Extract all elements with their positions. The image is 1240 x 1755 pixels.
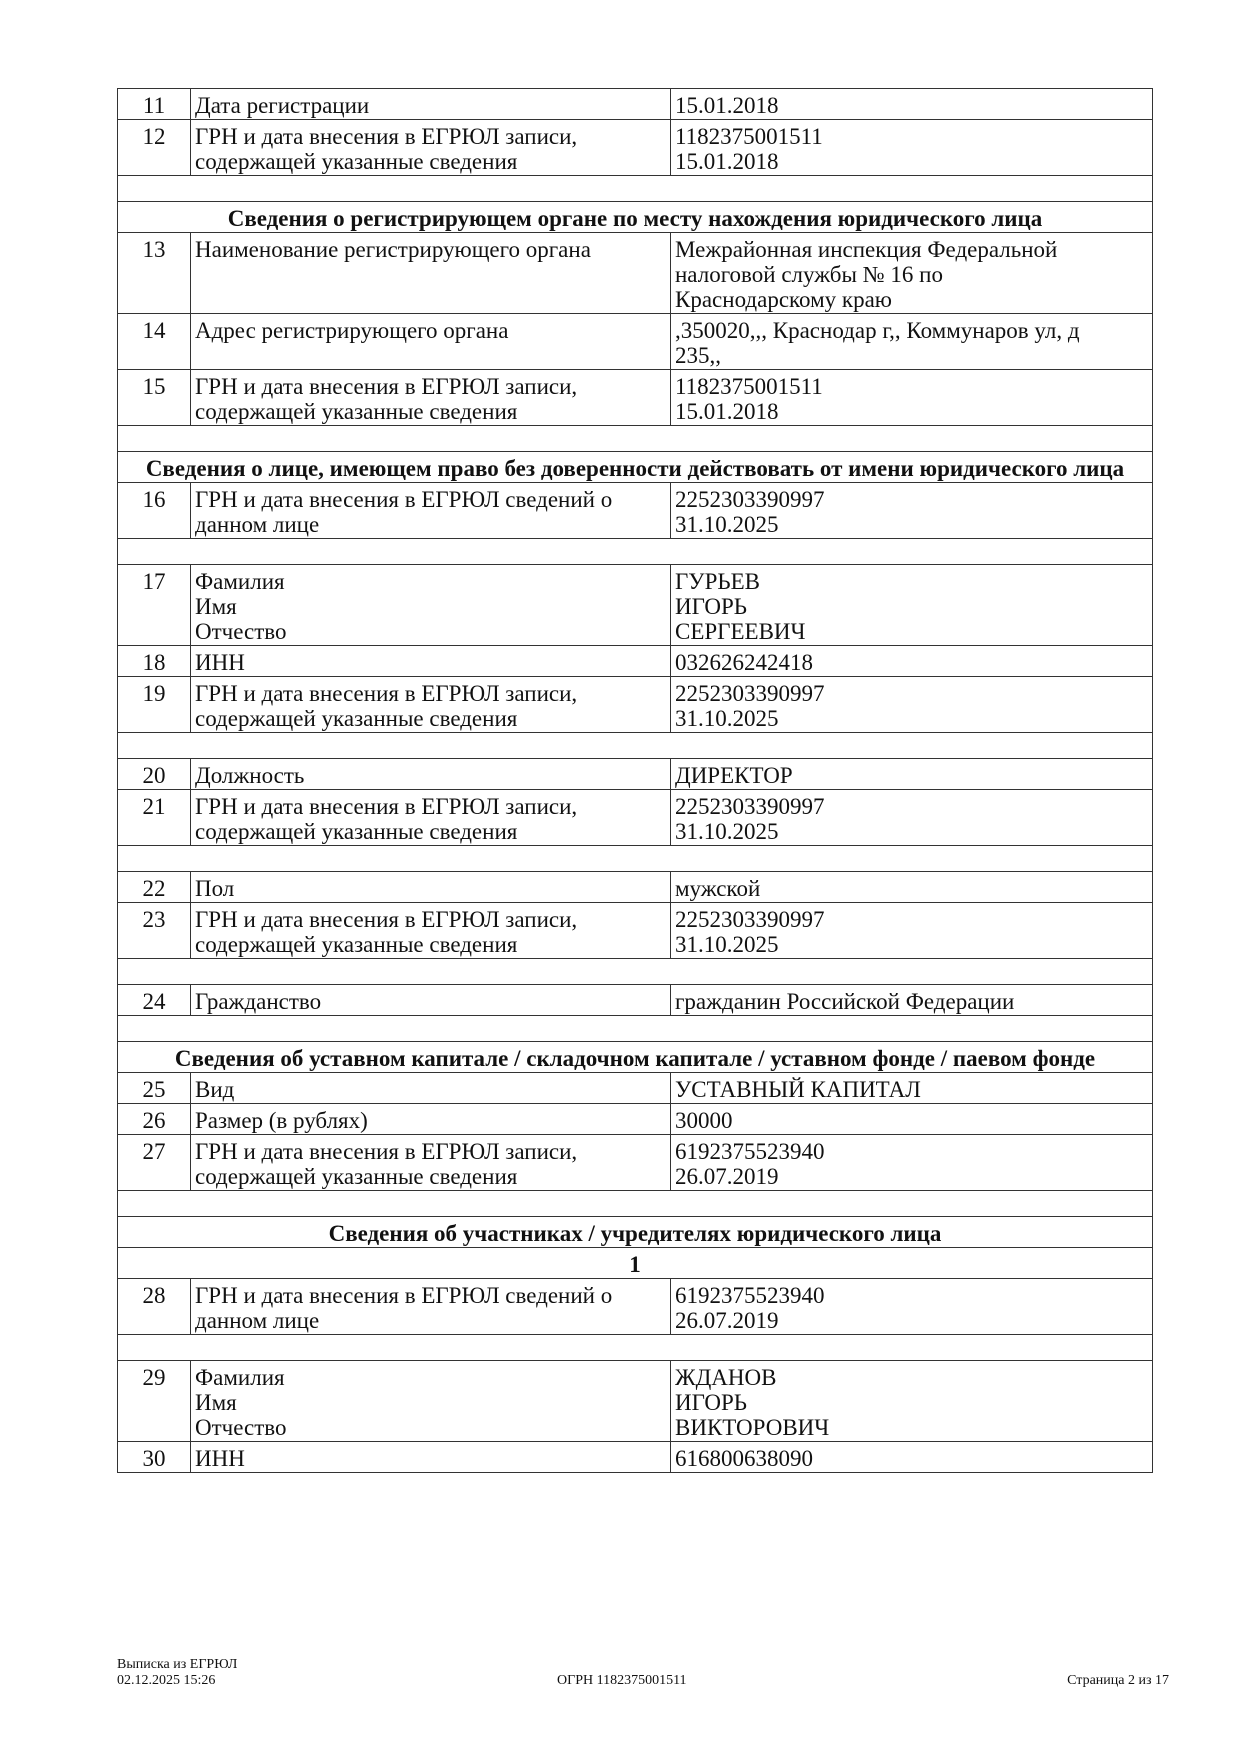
field-label — [191, 483, 671, 539]
footer-left — [117, 1657, 237, 1689]
table-row — [118, 565, 1153, 646]
field-value-line: 2252303390997 — [675, 907, 825, 932]
table-row — [118, 370, 1153, 426]
field-value — [671, 790, 1153, 846]
field-value-line: СЕРГЕЕВИЧ — [675, 619, 806, 644]
field-label — [191, 565, 671, 646]
field-value — [671, 1135, 1153, 1191]
field-label-line: ГРН и дата внесения в ЕГРЮЛ записи, — [195, 374, 578, 399]
table-row — [118, 120, 1153, 176]
table-row — [118, 1073, 1153, 1104]
table-row — [118, 759, 1153, 790]
row-number: 15 — [118, 370, 191, 426]
table-row — [118, 646, 1153, 677]
row-number: 28 — [118, 1279, 191, 1335]
field-label-line: содержащей указанные сведения — [195, 149, 518, 174]
field-value-line: 15.01.2018 — [675, 149, 779, 174]
spacer-row — [118, 733, 1153, 759]
field-label — [191, 759, 671, 790]
field-value — [671, 89, 1153, 120]
field-value — [671, 677, 1153, 733]
row-number: 20 — [118, 759, 191, 790]
table-row — [118, 1135, 1153, 1191]
section-header-row — [118, 1248, 1153, 1279]
table-row — [118, 1104, 1153, 1135]
spacer-cell — [118, 176, 1153, 202]
field-label — [191, 1135, 671, 1191]
field-label — [191, 903, 671, 959]
field-label-line: ГРН и дата внесения в ЕГРЮЛ записи, — [195, 681, 578, 706]
field-label — [191, 1073, 671, 1104]
field-value-line: Межрайонная инспекция Федеральной — [675, 237, 1058, 262]
row-number: 29 — [118, 1361, 191, 1442]
table-row — [118, 1361, 1153, 1442]
field-label-line: Адрес регистрирующего органа — [195, 318, 509, 343]
row-number: 12 — [118, 120, 191, 176]
field-label-line: Дата регистрации — [195, 93, 370, 118]
footer-page-number: Страница 2 из 17 — [1067, 1673, 1169, 1688]
page-footer — [117, 1657, 1169, 1697]
row-number: 21 — [118, 790, 191, 846]
field-value-line: ЖДАНОВ — [675, 1365, 777, 1390]
field-value-line: 31.10.2025 — [675, 512, 779, 537]
field-label-line: содержащей указанные сведения — [195, 1164, 518, 1189]
spacer-row — [118, 426, 1153, 452]
spacer-row — [118, 539, 1153, 565]
field-label-line: Фамилия — [195, 1365, 285, 1390]
spacer-row — [118, 846, 1153, 872]
section-header-row — [118, 452, 1153, 483]
field-label-line: ГРН и дата внесения в ЕГРЮЛ записи, — [195, 124, 578, 149]
field-value — [671, 1361, 1153, 1442]
table-row — [118, 872, 1153, 903]
row-number: 25 — [118, 1073, 191, 1104]
field-label-line: ГРН и дата внесения в ЕГРЮЛ записи, — [195, 1139, 578, 1164]
field-value — [671, 120, 1153, 176]
field-value-line: гражданин Российской Федерации — [675, 989, 1015, 1014]
field-value — [671, 646, 1153, 677]
field-label-line: содержащей указанные сведения — [195, 399, 518, 424]
field-label-line: ИНН — [195, 1446, 245, 1471]
table-row — [118, 677, 1153, 733]
row-number: 16 — [118, 483, 191, 539]
section-header-row — [118, 1042, 1153, 1073]
table-row — [118, 903, 1153, 959]
field-label-line: Отчество — [195, 1415, 287, 1440]
field-label-line: Вид — [195, 1077, 235, 1102]
field-label-line: Наименование регистрирующего органа — [195, 237, 591, 262]
field-label — [191, 646, 671, 677]
field-label-line: данном лице — [195, 512, 320, 537]
spacer-row — [118, 1016, 1153, 1042]
row-number: 26 — [118, 1104, 191, 1135]
field-label — [191, 790, 671, 846]
spacer-row — [118, 1191, 1153, 1217]
field-label-line: ГРН и дата внесения в ЕГРЮЛ сведений о — [195, 487, 613, 512]
field-value-line: 6192375523940 — [675, 1283, 825, 1308]
section-header: Сведения о лице, имеющем право без доверенности действовать от имени юридического лица — [118, 452, 1153, 483]
table-row — [118, 1279, 1153, 1335]
spacer-cell — [118, 733, 1153, 759]
field-value-line: 26.07.2019 — [675, 1164, 779, 1189]
field-label — [191, 1279, 671, 1335]
spacer-cell — [118, 846, 1153, 872]
row-number: 23 — [118, 903, 191, 959]
footer-datetime: 02.12.2025 15:26 — [117, 1673, 216, 1688]
table-row — [118, 985, 1153, 1016]
table-row — [118, 790, 1153, 846]
spacer-cell — [118, 539, 1153, 565]
field-label-line: ГРН и дата внесения в ЕГРЮЛ сведений о — [195, 1283, 613, 1308]
field-value — [671, 1104, 1153, 1135]
field-value — [671, 314, 1153, 370]
table-row — [118, 483, 1153, 539]
field-value-line: 31.10.2025 — [675, 819, 779, 844]
field-value-line: 235,, — [675, 343, 721, 368]
field-value — [671, 1442, 1153, 1473]
field-value-line: Краснодарскому краю — [675, 287, 892, 312]
field-label-line: Фамилия — [195, 569, 285, 594]
spacer-cell — [118, 426, 1153, 452]
field-value — [671, 1279, 1153, 1335]
field-label — [191, 1442, 671, 1473]
field-label-line: содержащей указанные сведения — [195, 706, 518, 731]
field-label — [191, 872, 671, 903]
field-value-line: 616800638090 — [675, 1446, 813, 1471]
field-value-line: 15.01.2018 — [675, 399, 779, 424]
field-value-line: 1182375001511 — [675, 374, 823, 399]
egrul-table — [117, 88, 1153, 1473]
field-label-line: данном лице — [195, 1308, 320, 1333]
field-label-line: Пол — [195, 876, 235, 901]
field-label-line: содержащей указанные сведения — [195, 819, 518, 844]
table-row — [118, 1442, 1153, 1473]
section-header-row — [118, 1217, 1153, 1248]
table-row — [118, 314, 1153, 370]
field-value-line: ВИКТОРОВИЧ — [675, 1415, 830, 1440]
section-header: Сведения об участниках / учредителях юридического лица — [118, 1217, 1153, 1248]
row-number: 19 — [118, 677, 191, 733]
field-value-line: ,350020,,, Краснодар г,, Коммунаров ул, д — [675, 318, 1080, 343]
row-number: 22 — [118, 872, 191, 903]
field-value-line: 31.10.2025 — [675, 706, 779, 731]
field-value-line: 2252303390997 — [675, 794, 825, 819]
field-label-line: содержащей указанные сведения — [195, 932, 518, 957]
row-number: 14 — [118, 314, 191, 370]
field-label-line: ГРН и дата внесения в ЕГРЮЛ записи, — [195, 794, 578, 819]
field-label — [191, 120, 671, 176]
row-number: 18 — [118, 646, 191, 677]
field-value-line: 2252303390997 — [675, 487, 825, 512]
section-header: Сведения об уставном капитале / складочном капитале / уставном фонде / паевом фонде — [118, 1042, 1153, 1073]
field-label — [191, 1361, 671, 1442]
field-label-line: Отчество — [195, 619, 287, 644]
field-value-line: налоговой службы № 16 по — [675, 262, 943, 287]
row-number: 27 — [118, 1135, 191, 1191]
footer-doc-name: Выписка из ЕГРЮЛ — [117, 1657, 238, 1672]
row-number: 11 — [118, 89, 191, 120]
field-value — [671, 483, 1153, 539]
spacer-cell — [118, 1191, 1153, 1217]
field-value — [671, 872, 1153, 903]
field-label — [191, 985, 671, 1016]
field-value-line: 032626242418 — [675, 650, 813, 675]
field-value-line: 15.01.2018 — [675, 93, 779, 118]
field-value-line: мужской — [675, 876, 761, 901]
field-value — [671, 903, 1153, 959]
field-value-line: 1182375001511 — [675, 124, 823, 149]
field-label — [191, 1104, 671, 1135]
footer-ogrn: ОГРН 1182375001511 — [557, 1673, 687, 1688]
field-label-line: Имя — [195, 1390, 237, 1415]
spacer-cell — [118, 1335, 1153, 1361]
field-value-line: ДИРЕКТОР — [675, 763, 793, 788]
field-label-line: ГРН и дата внесения в ЕГРЮЛ записи, — [195, 907, 578, 932]
table-row — [118, 233, 1153, 314]
section-header: Сведения о регистрирующем органе по месту нахождения юридического лица — [118, 202, 1153, 233]
spacer-row — [118, 1335, 1153, 1361]
field-value — [671, 1073, 1153, 1104]
field-value-line: ИГОРЬ — [675, 1390, 747, 1415]
field-label-line: Гражданство — [195, 989, 322, 1014]
field-value — [671, 565, 1153, 646]
field-value-line: 30000 — [675, 1108, 733, 1133]
field-value-line: 26.07.2019 — [675, 1308, 779, 1333]
field-label — [191, 89, 671, 120]
field-value — [671, 233, 1153, 314]
field-value-line: 2252303390997 — [675, 681, 825, 706]
field-value — [671, 985, 1153, 1016]
field-value-line: ГУРЬЕВ — [675, 569, 760, 594]
row-number: 30 — [118, 1442, 191, 1473]
section-header: 1 — [118, 1248, 1153, 1279]
field-value — [671, 759, 1153, 790]
spacer-row — [118, 176, 1153, 202]
field-value-line: 31.10.2025 — [675, 932, 779, 957]
row-number: 17 — [118, 565, 191, 646]
field-value-line: УСТАВНЫЙ КАПИТАЛ — [675, 1077, 921, 1102]
field-label — [191, 233, 671, 314]
field-label-line: Должность — [195, 763, 305, 788]
field-label-line: Размер (в рублях) — [195, 1108, 368, 1133]
field-value-line: 6192375523940 — [675, 1139, 825, 1164]
field-label — [191, 314, 671, 370]
section-header-row — [118, 202, 1153, 233]
spacer-cell — [118, 959, 1153, 985]
row-number: 13 — [118, 233, 191, 314]
field-value — [671, 370, 1153, 426]
spacer-row — [118, 959, 1153, 985]
row-number: 24 — [118, 985, 191, 1016]
field-label-line: ИНН — [195, 650, 245, 675]
spacer-cell — [118, 1016, 1153, 1042]
field-label-line: Имя — [195, 594, 237, 619]
field-label — [191, 677, 671, 733]
table-row — [118, 89, 1153, 120]
field-label — [191, 370, 671, 426]
field-value-line: ИГОРЬ — [675, 594, 747, 619]
